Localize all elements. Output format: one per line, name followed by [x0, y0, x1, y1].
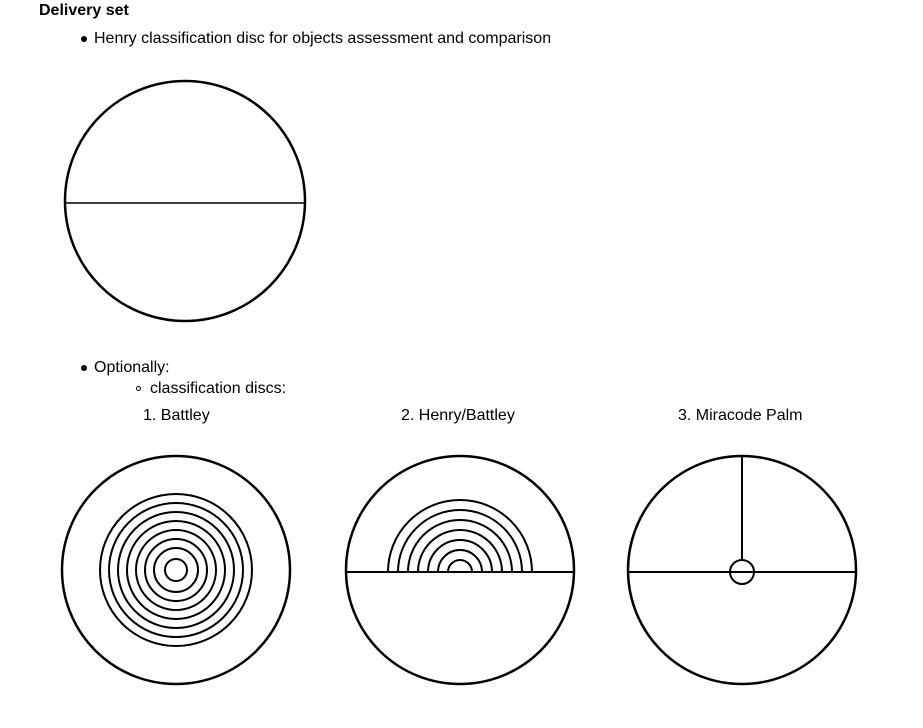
ring: [165, 559, 187, 581]
disc-caption-miracode-palm: 3. Miracode Palm: [678, 407, 803, 424]
disc-caption-henry-battley: 2. Henry/Battley: [401, 407, 515, 424]
disc-outline: [65, 81, 305, 321]
delivery-item-text: Henry classification disc for objects assessment and comparison: [94, 30, 552, 47]
bullet-icon: [81, 36, 87, 42]
section-heading: Delivery set: [39, 2, 129, 19]
miracode-palm-disc-diagram: [626, 456, 858, 688]
bullet-icon: [81, 365, 87, 371]
ring: [127, 521, 225, 619]
semicircle-ring: [448, 560, 472, 572]
disc-outline: [62, 456, 290, 684]
henry-disc-diagram: [62, 78, 308, 324]
ring: [136, 530, 216, 610]
semicircle-ring: [408, 520, 512, 572]
battley-disc-diagram: [60, 456, 292, 688]
optional-label: Optionally:: [94, 359, 170, 376]
semicircle-rings: [388, 500, 532, 572]
concentric-rings: [100, 494, 252, 646]
semicircle-ring: [418, 530, 502, 572]
disc-caption-battley: 1. Battley: [143, 407, 210, 424]
optional-subitem: classification discs:: [150, 380, 287, 397]
sub-bullet-icon: [136, 386, 141, 391]
disc-outline: [346, 456, 574, 684]
ring: [100, 494, 252, 646]
ring: [109, 503, 243, 637]
ring: [154, 548, 198, 592]
henry-battley-disc-diagram: [344, 456, 576, 688]
